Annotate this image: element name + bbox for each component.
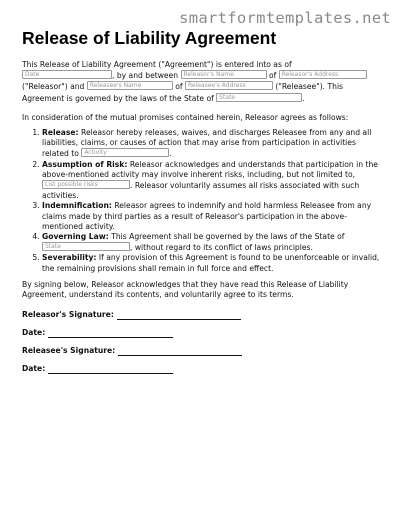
term-governing-law xyxy=(42,232,384,253)
consideration-paragraph: In consideration of the mutual promises contained herein, Releasor agrees as follows: xyxy=(22,112,349,122)
releasee-date-label: Date: xyxy=(22,364,46,374)
intro-of-2: of xyxy=(175,82,183,92)
releasor-address-field[interactable]: Releasor's Address xyxy=(279,70,367,79)
intro-of-1: of xyxy=(268,71,277,81)
term-risk-text: Releasor acknowledges and understands that participation in the above-mentioned activity may involve inherent risks, including, but not limited to, xyxy=(42,159,378,179)
intro-text-2: , by and between xyxy=(112,71,179,81)
governing-state-field[interactable]: State xyxy=(42,242,130,251)
terms-list xyxy=(22,128,384,274)
releasee-date-line[interactable] xyxy=(48,364,173,374)
releasee-signature-row xyxy=(22,346,384,356)
releasee-address-field[interactable]: Releasee's Address xyxy=(185,81,273,90)
term-release-title: Release: xyxy=(42,128,79,138)
releasee-date-row xyxy=(22,364,384,374)
term-law-text-2: , without regard to its conflict of laws principles. xyxy=(130,243,313,253)
document-title: Release of Liability Agreement xyxy=(22,28,277,48)
intro-paragraph xyxy=(22,60,384,104)
term-indemnification xyxy=(42,201,384,232)
term-assumption-of-risk xyxy=(42,160,384,202)
term-law-title: Governing Law: xyxy=(42,232,109,242)
activity-field[interactable]: Activity xyxy=(81,148,169,157)
releasor-signature-label: Releasor's Signature: xyxy=(22,310,114,320)
releasor-date-line[interactable] xyxy=(48,328,173,338)
date-field[interactable]: Date xyxy=(22,70,112,79)
releasor-signature-line[interactable] xyxy=(117,310,241,320)
term-law-text: This Agreement shall be governed by the laws of the State of xyxy=(111,232,345,242)
term-indemnification-text: Releasor agrees to indemnify and hold harmless Releasee from any claims made by third parties as a result of Releasor's participation in the above-mentioned activity. xyxy=(42,201,372,231)
risks-field[interactable]: List possible risks xyxy=(42,180,130,189)
releasor-signature-row xyxy=(22,310,384,320)
term-severability xyxy=(42,253,384,273)
intro-text-3: ("Releasor") and xyxy=(22,82,85,92)
term-release-end: . xyxy=(169,149,172,159)
closing-paragraph: By signing below, Releasor acknowledges that they have read this Release of Liability Agreement, understand its contents, and voluntarily agree to its terms. xyxy=(22,279,349,300)
term-release-text: Releasor hereby releases, waives, and discharges Releasee from any and all liabilities, claims, or causes of action that may arise from participation in activities related to xyxy=(42,128,372,159)
term-indemnification-title: Indemnification: xyxy=(42,201,112,211)
term-severability-title: Severability: xyxy=(42,253,97,263)
intro-text-1: This Release of Liability Agreement ("Agreement") is entered into as of xyxy=(22,60,292,69)
intro-text-5: . xyxy=(302,93,305,103)
term-risk-text-2: . Releasor voluntarily assumes all risks associated with such activities. xyxy=(42,181,360,201)
state-field[interactable]: State xyxy=(216,93,302,102)
site-watermark: smartformtemplates.net xyxy=(179,9,391,27)
intro-text-4: ("Releasee"). This Agreement is governed by the laws of the State of xyxy=(22,82,344,103)
releasee-name-field[interactable]: Releasee's Name xyxy=(87,81,173,90)
releasor-date-label: Date: xyxy=(22,328,46,338)
releasor-date-row xyxy=(22,328,384,338)
releasor-name-field[interactable]: Releasor's Name xyxy=(181,70,267,79)
releasee-signature-line[interactable] xyxy=(118,346,242,356)
term-severability-text: If any provision of this Agreement is found to be unenforceable or invalid, the remaining provisions shall remain in full force and effect. xyxy=(42,253,380,273)
releasee-signature-label: Releasee's Signature: xyxy=(22,346,116,356)
term-risk-title: Assumption of Risk: xyxy=(42,159,128,169)
agreement-document xyxy=(22,28,384,374)
term-release xyxy=(42,128,384,160)
